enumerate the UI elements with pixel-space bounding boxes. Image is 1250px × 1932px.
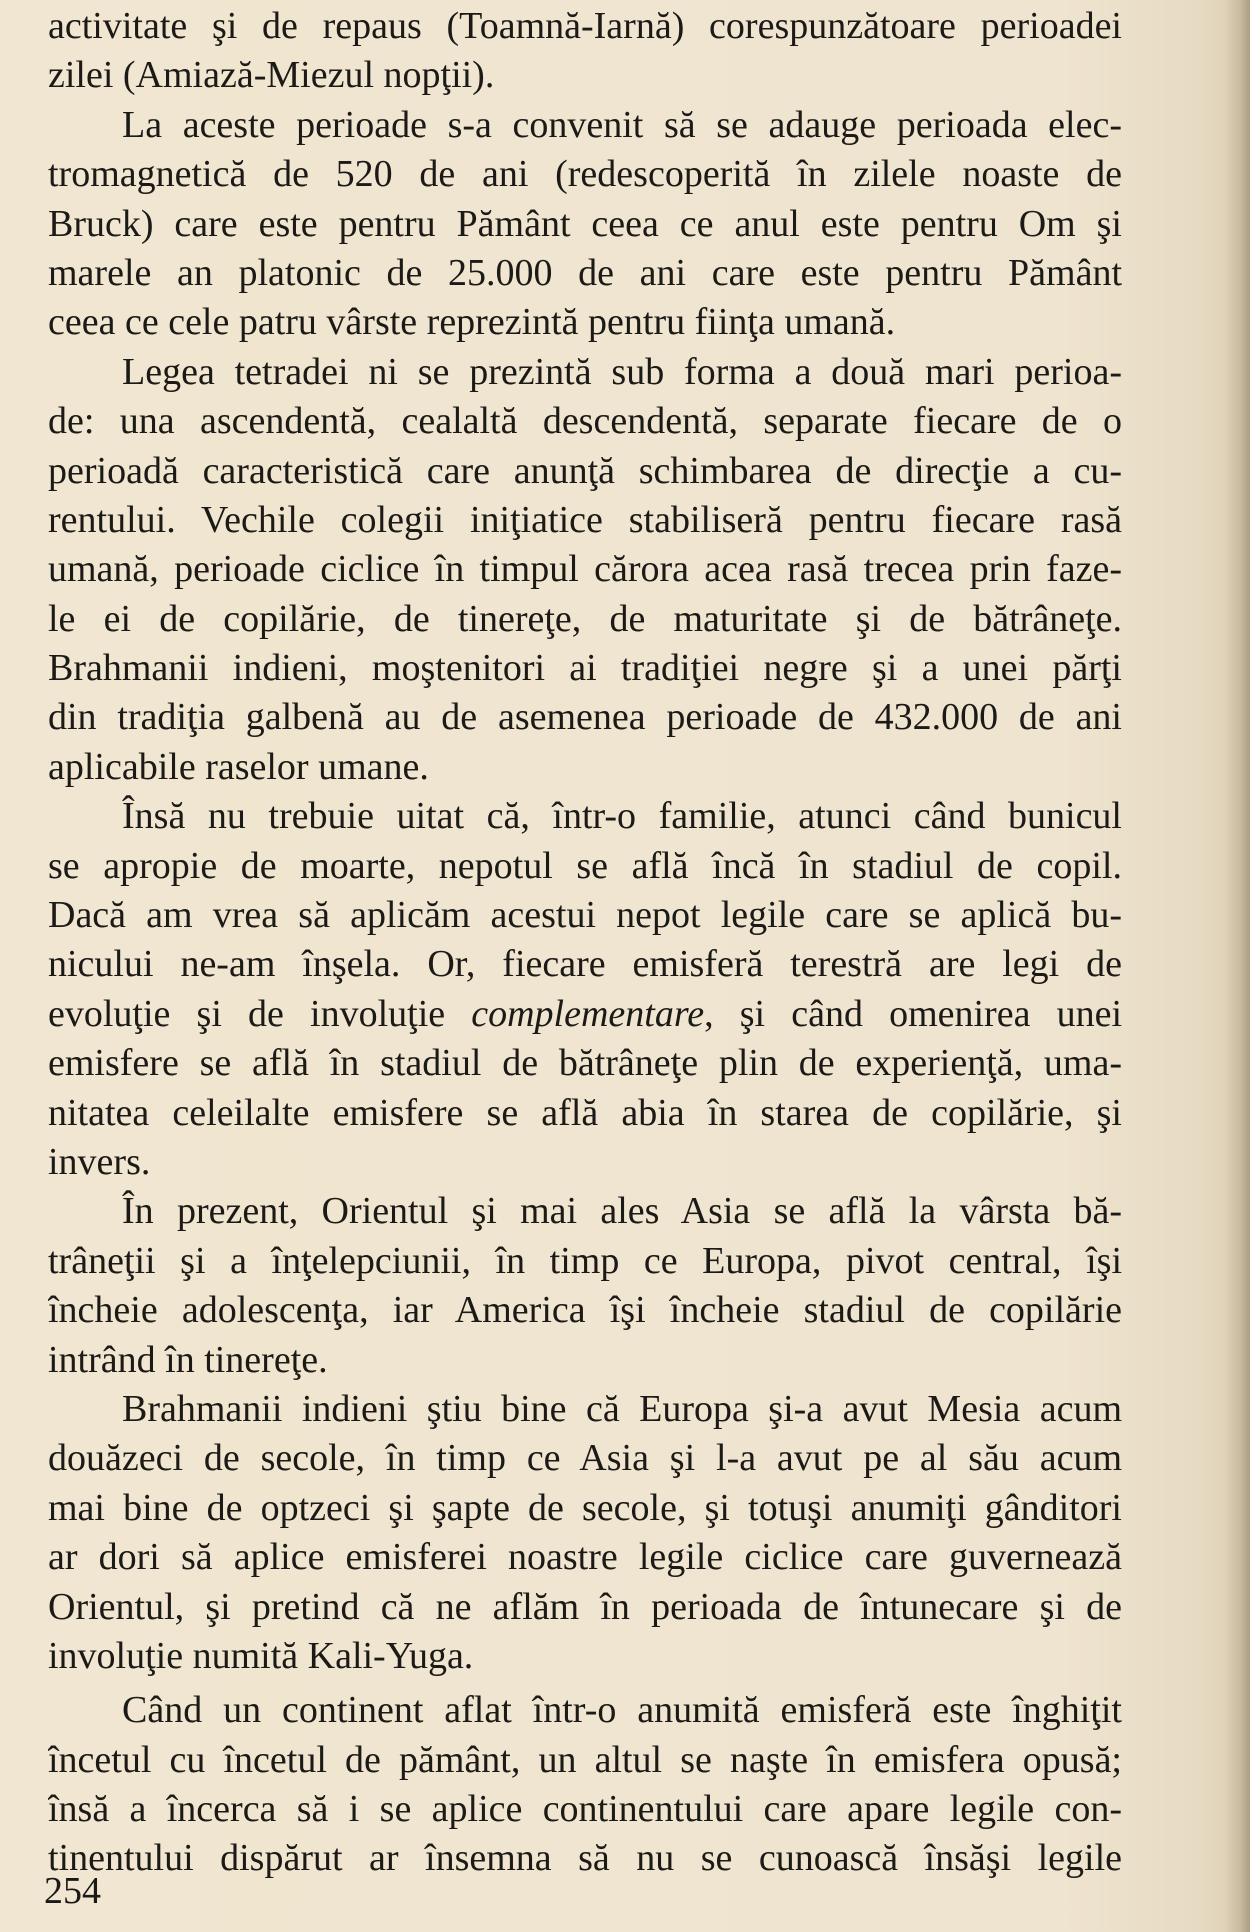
text-line: se apropie de moarte, nepotul se află încă în stadiul de copil. — [48, 844, 1122, 887]
text-line: mai bine de optzeci şi şapte de secole, şi totuşi anumiţi gânditori — [48, 1486, 1122, 1529]
text-line: de: una ascendentă, cealaltă descendentă, separate fiecare de o — [48, 400, 1122, 443]
text-line: perioadă caracteristică care anunţă schimbarea de direcţie a cu- — [48, 449, 1122, 492]
text-line-with-italic — [48, 990, 1122, 1039]
text-line: marele an platonic de 25.000 de ani care este pentru Pământ — [48, 251, 1122, 294]
paragraph-start-line: Brahmanii indieni ştiu bine că Europa şi-a avut Mesia acum — [122, 1387, 1122, 1430]
text-line: ar dori să aplice emisferei noastre legile ciclice care guvernează — [48, 1536, 1122, 1579]
paragraph-start-line: La aceste perioade s-a convenit să se adauge perioada elec- — [122, 103, 1122, 146]
text-line: Orientul, şi pretind că ne aflăm în perioada de întunecare şi de — [48, 1585, 1122, 1628]
text-line: umană, perioade ciclice în timpul cărora acea rasă trecea prin faze- — [48, 548, 1122, 591]
text-line: invers. — [48, 1140, 151, 1183]
text-line: din tradiţia galbenă au de asemenea perioade de 432.000 de ani — [48, 696, 1122, 739]
text-segment: evoluţie şi de involuţie — [48, 992, 472, 1035]
text-segment: , şi când omenirea unei — [704, 992, 1122, 1035]
text-line: nicului ne-am înşela. Or, fiecare emisferă terestră are legi de — [48, 943, 1122, 986]
text-line: le ei de copilărie, de tinereţe, de maturitate şi de bătrâneţe. — [48, 597, 1122, 640]
text-line: însă a încerca să i se aplice continentului care apare legile con- — [48, 1788, 1122, 1831]
paragraph-start-line: În prezent, Orientul şi mai ales Asia se află la vârsta bă- — [122, 1190, 1122, 1233]
text-line: aplicabile raselor umane. — [48, 745, 429, 788]
page-number: 254 — [44, 1870, 101, 1912]
text-line: tinentului dispărut ar însemna să nu se cunoască însăşi legile — [48, 1837, 1122, 1880]
paragraph-start-line: Când un continent aflat într-o anumită emisferă este înghiţit — [122, 1689, 1122, 1732]
paragraph-start-line: Legea tetradei ni se prezintă sub forma a două mari perioa- — [122, 350, 1122, 393]
paragraph-start-line: Însă nu trebuie uitat că, într-o familie, atunci când bunicul — [122, 795, 1122, 838]
text-line: douăzeci de secole, în timp ce Asia şi l-a avut pe al său acum — [48, 1437, 1122, 1480]
text-line: tromagnetică de 520 de ani (redescoperită în zilele noaste de — [48, 153, 1122, 196]
text-line: încheie adolescenţa, iar America îşi încheie stadiul de copilărie — [48, 1289, 1122, 1332]
text-line: Dacă am vrea să aplicăm acestui nepot legile care se aplică bu- — [48, 894, 1122, 937]
text-line: activitate şi de repaus (Toamnă-Iarnă) corespunzătoare perioadei — [48, 5, 1122, 47]
text-line: nitatea celeilalte emisfere se află abia în starea de copilărie, şi — [48, 1091, 1122, 1134]
italic-word: complementare — [471, 992, 705, 1035]
text-line: Brahmanii indieni, moştenitori ai tradiţiei negre şi a unei părţi — [48, 647, 1122, 690]
page-edge-shadow — [1224, 0, 1250, 1932]
text-line: încetul cu încetul de pământ, un altul se naşte în emisfera opusă; — [48, 1738, 1122, 1781]
text-line: intrând în tinereţe. — [48, 1338, 328, 1381]
body-text — [48, 2, 1122, 1884]
text-line: trâneţii şi a înţelepciunii, în timp ce Europa, pivot central, îşi — [48, 1239, 1122, 1282]
text-line: Bruck) care este pentru Pământ ceea ce anul este pentru Om şi — [48, 202, 1122, 245]
text-line: emisfere se află în stadiul de bătrâneţe plin de experienţă, uma- — [48, 1042, 1122, 1085]
text-line: zilei (Amiază-Miezul nopţii). — [48, 54, 495, 97]
text-line: rentului. Vechile colegii iniţiatice stabiliseră pentru fiecare rasă — [48, 498, 1122, 541]
text-line: ceea ce cele patru vârste reprezintă pentru fiinţa umană. — [48, 301, 896, 344]
text-line: involuţie numită Kali-Yuga. — [48, 1634, 474, 1677]
